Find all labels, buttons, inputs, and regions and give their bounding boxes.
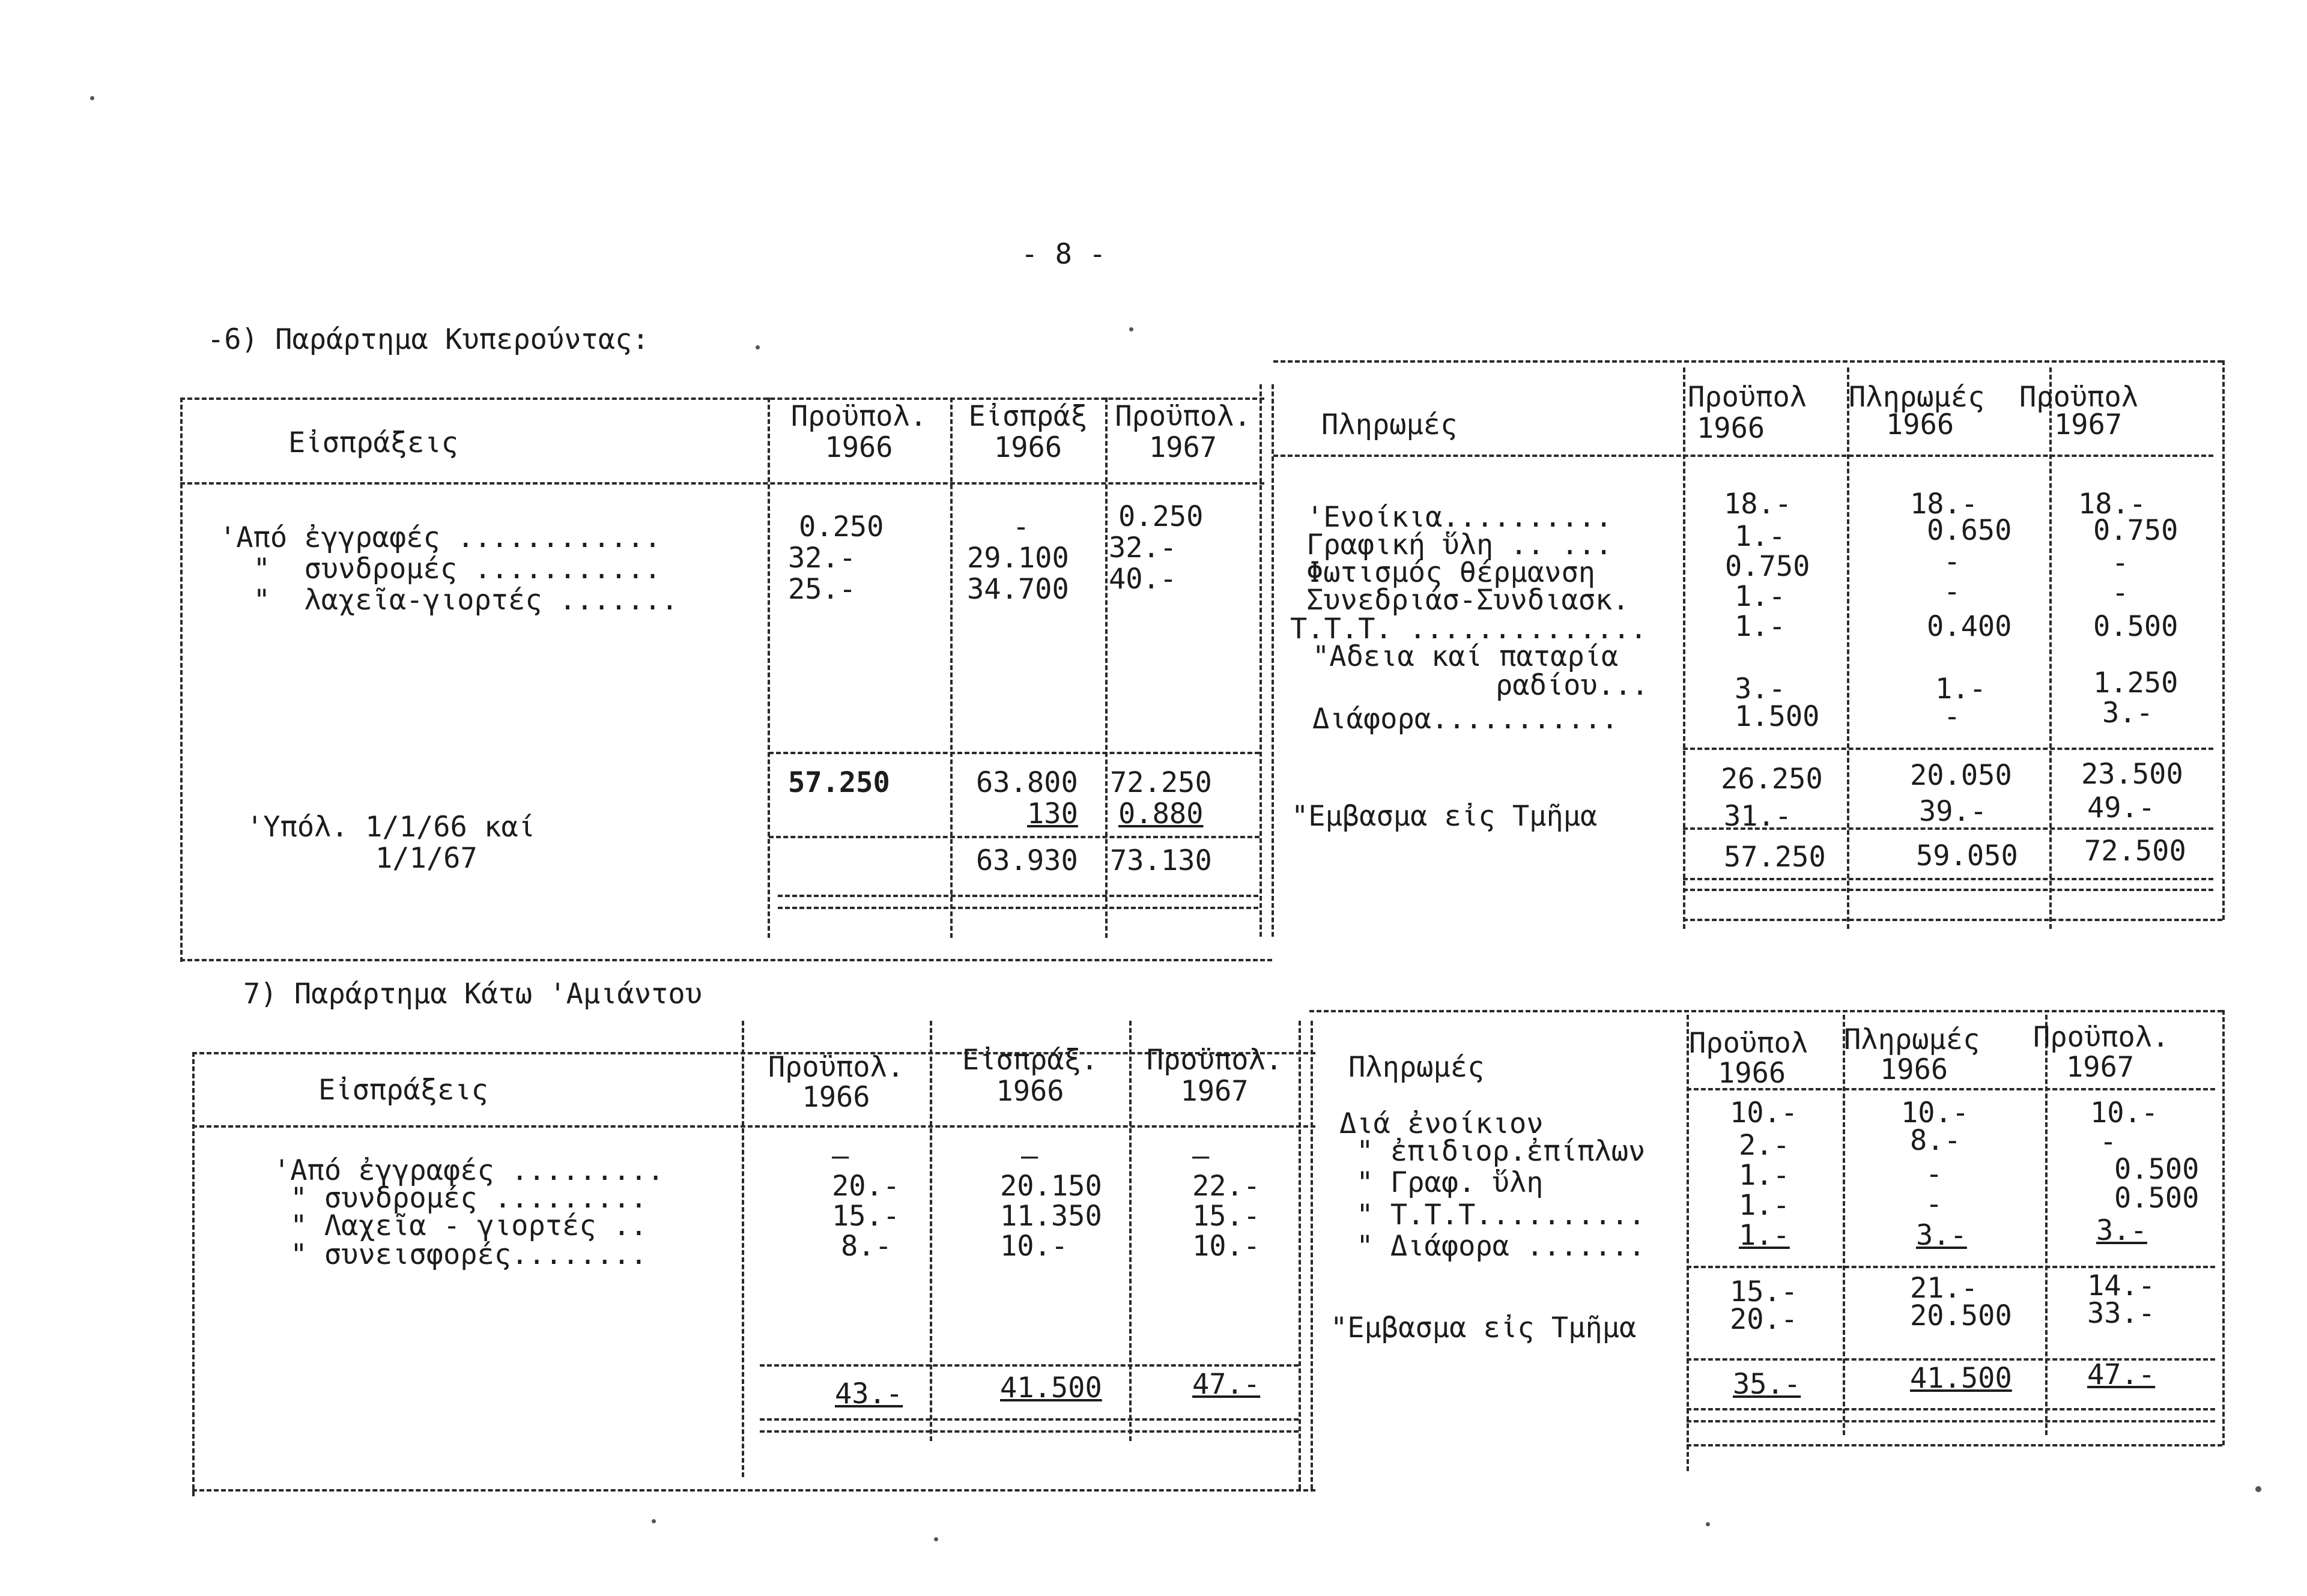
s7-receipt-cell: 8.- xyxy=(841,1230,892,1263)
s7-receipt-row-label: 'Από ἐγγραφές ......... xyxy=(273,1154,664,1187)
s7-col-budget-1966-l1: Προϋπολ. xyxy=(768,1051,905,1084)
page-number: - 8 - xyxy=(1021,238,1106,271)
s7-receipts-total-rule xyxy=(760,1364,1299,1367)
s7-payment-cell: 0.500 xyxy=(2114,1153,2199,1186)
s6-payment-cell: - xyxy=(2111,576,2129,609)
s7-payment-row-label: Διά ἐνοίκιον xyxy=(1339,1107,1544,1140)
s6-receipts-top-border xyxy=(180,397,1264,400)
s7-pay-col-budget-1966-l2: 1966 xyxy=(1718,1057,1786,1090)
s6-payments-top-border xyxy=(1273,360,2222,363)
s6-payment-cell: 18.- xyxy=(1910,488,1978,521)
s7-center-divider-b xyxy=(1311,1021,1313,1489)
s7-receipts-header-rule xyxy=(192,1125,1315,1128)
s7-bottom-border xyxy=(192,1489,1315,1492)
s6-payment-row-label: Τ.Τ.Τ. .............. xyxy=(1290,612,1648,645)
s7-payments-subtotal: 14.- xyxy=(2087,1269,2156,1302)
section-6-title-text: -6) Παράρτημα Κυπερούντας: xyxy=(207,323,649,356)
s6-receipt-cell: 34.700 xyxy=(967,573,1069,606)
s6-receipts-total-rule xyxy=(769,836,1260,838)
s7-receipts-total: 47.- xyxy=(1192,1368,1261,1401)
scan-speck xyxy=(652,1519,656,1523)
s7-receipt-cell: — xyxy=(832,1140,849,1173)
s7-payments-header-rule xyxy=(1687,1088,2215,1090)
s7-payment-row-label: " Τ.Τ.Τ.......... xyxy=(1339,1199,1646,1232)
s6-col-receipts-1966-l1: Εἰσπράξ xyxy=(968,400,1088,433)
s7-payments-double-rule-2 xyxy=(1687,1420,2215,1422)
s6-pay-col-divider-3 xyxy=(2049,367,2052,929)
s7-receipt-row-label: " Λαχεῖα - γιορτές .. xyxy=(273,1209,647,1242)
s6-payment-cell: - xyxy=(2111,546,2129,579)
s6-payments-double-rule-2 xyxy=(1683,889,2213,891)
s7-pay-bottom-border xyxy=(1687,1444,2222,1446)
s7-payments-double-rule-1 xyxy=(1687,1408,2215,1410)
s7-pay-col-budget-1967-l1: Προϋπολ. xyxy=(2033,1021,2169,1054)
s6-payment-cell: 3.- xyxy=(1735,673,1786,706)
s6-payment-cell: 1.- xyxy=(1935,673,1986,706)
s7-col-receipts-1966-l1: Εἰσπράξ. xyxy=(962,1044,1099,1077)
s6-center-divider-a xyxy=(1260,384,1262,937)
s6-payment-cell: - xyxy=(1943,575,1961,608)
s6-center-divider-b xyxy=(1272,384,1274,937)
s6-payments-double-rule-1 xyxy=(1683,878,2213,880)
s7-payment-cell: 1.- xyxy=(1739,1219,1790,1252)
s6-receipt-cell: 25.- xyxy=(788,573,856,606)
s7-col-budget-1966-l2: 1966 xyxy=(802,1081,870,1114)
s6-receipt-row-label: " λαχεῖα-γιορτές ....... xyxy=(219,584,679,617)
s6-payments-subtotal-rule xyxy=(1683,748,2213,750)
s6-col-divider-1 xyxy=(768,397,770,938)
s7-payment-cell: 10.- xyxy=(1730,1096,1798,1129)
scan-speck xyxy=(934,1537,938,1541)
s7-payments-top-border xyxy=(1309,1010,2222,1012)
s7-payment-cell: 1.- xyxy=(1739,1159,1790,1192)
s6-payment-cell: 0.650 xyxy=(1927,514,2012,547)
s6-receipt-cell: 29.100 xyxy=(967,542,1069,575)
s6-payment-cell: 1.250 xyxy=(2093,667,2178,700)
s7-receipt-cell: 10.- xyxy=(1000,1230,1069,1263)
s7-payment-cell: 1.- xyxy=(1739,1189,1790,1222)
s7-payment-cell: 10.- xyxy=(1901,1096,1969,1129)
s6-pay-col-payments-1966-l1: Πληρωμές xyxy=(1849,381,1985,414)
s7-payments-total: 47.- xyxy=(2087,1358,2156,1391)
s7-remittance-label: "Εμβασμα εἰς Τμῆμα xyxy=(1330,1311,1637,1344)
s7-payment-cell: 3.- xyxy=(1916,1219,1967,1252)
s6-left-border xyxy=(180,397,183,962)
s6-payment-row-label: Διάφορα........... xyxy=(1312,703,1619,736)
s7-pay-col-budget-1966-l1: Προϋπολ xyxy=(1689,1027,1808,1060)
s7-right-border xyxy=(2222,1010,2225,1445)
s7-receipt-cell: — xyxy=(1192,1140,1210,1173)
s7-center-divider-a xyxy=(1299,1021,1301,1489)
s7-payments-subtotal: 21.- xyxy=(1910,1272,1978,1305)
s7-payment-row-label: " Διάφορα ....... xyxy=(1339,1230,1646,1263)
s6-payment-cell: 1.- xyxy=(1735,520,1786,553)
s7-pay-col-payments-1966-l1: Πληρωμές xyxy=(1844,1023,1980,1056)
s7-col-budget-1967-l1: Προϋπολ. xyxy=(1146,1044,1283,1077)
s6-payment-row-label: "Αδεια καί παταρία xyxy=(1312,640,1619,673)
s7-receipts-total: 41.500 xyxy=(1000,1371,1102,1404)
s6-payments-header: Πληρωμές xyxy=(1321,408,1458,441)
s6-payment-cell: 0.750 xyxy=(1725,550,1810,583)
s7-receipt-cell: 15.- xyxy=(832,1200,900,1233)
s7-left-border xyxy=(192,1052,195,1496)
s6-balance-label: 'Υπόλ. 1/1/66 καί xyxy=(246,811,536,844)
s6-receipts-total: 73.130 xyxy=(1110,844,1212,877)
s7-pay-col-budget-1967-l2: 1967 xyxy=(2066,1051,2135,1084)
s6-receipts-subtotal: 63.800 xyxy=(976,766,1078,799)
s6-remittance-value: 49.- xyxy=(2087,791,2156,824)
s7-receipt-cell: — xyxy=(1021,1140,1038,1173)
section-6-title xyxy=(207,324,649,355)
s7-pay-col-divider-3 xyxy=(2045,1015,2048,1435)
s7-remittance-value: 33.- xyxy=(2087,1297,2156,1330)
s7-payments-subtotal-rule xyxy=(1687,1266,2215,1268)
s6-receipt-cell: - xyxy=(1012,510,1030,543)
s6-payments-total-rule xyxy=(1683,827,2213,830)
s7-payment-cell: - xyxy=(1925,1188,1943,1221)
s6-receipts-subtotal: 57.250 xyxy=(788,766,890,799)
s6-payment-cell: 0.500 xyxy=(2093,610,2178,643)
s6-payment-row-label: Συνεδριάσ-Συνδιασκ. xyxy=(1306,584,1629,617)
s7-payment-cell: 0.500 xyxy=(2114,1182,2199,1215)
s6-receipt-cell: 40.- xyxy=(1109,563,1177,596)
s7-receipts-total: 43.- xyxy=(835,1377,903,1410)
s6-payment-cell: 1.- xyxy=(1735,580,1786,613)
s7-receipt-cell: 11.350 xyxy=(1000,1200,1102,1233)
s6-payments-header-rule xyxy=(1273,455,2213,457)
s7-payment-row-label: " Γραφ. ὕλη xyxy=(1339,1166,1544,1199)
s6-payments-total: 57.250 xyxy=(1724,841,1826,874)
s6-payment-cell: - xyxy=(1943,700,1961,733)
s6-pay-col-budget-1966-l1: Προϋπολ xyxy=(1688,381,1807,414)
s7-pay-col-payments-1966-l2: 1966 xyxy=(1880,1053,1948,1086)
s6-receipt-cell: 0.250 xyxy=(799,510,884,543)
s7-payment-cell: 3.- xyxy=(2096,1214,2147,1247)
s7-pay-col-divider-2 xyxy=(1843,1015,1845,1435)
s6-receipts-subtotal-rule xyxy=(769,752,1260,754)
s6-col-budget-1967-l2: 1967 xyxy=(1148,431,1217,464)
s6-balance-value: 0.880 xyxy=(1118,797,1204,830)
s7-receipt-cell: 22.- xyxy=(1192,1170,1261,1203)
s6-balance-label: 1/1/67 xyxy=(375,842,477,875)
s6-payment-cell: 0.750 xyxy=(2093,514,2178,547)
s6-payment-cell: 18.- xyxy=(1724,488,1792,521)
s7-remittance-value: 20.500 xyxy=(1910,1299,2012,1332)
s6-pay-col-divider-1 xyxy=(1683,367,1685,929)
scan-speck xyxy=(2255,1486,2261,1492)
s6-bottom-border xyxy=(180,959,1272,961)
s7-payment-cell: - xyxy=(1925,1158,1943,1191)
s7-payment-cell: - xyxy=(2099,1125,2117,1158)
s6-payment-cell: 0.400 xyxy=(1927,610,2012,643)
s6-right-border xyxy=(2222,360,2225,920)
s7-payment-cell: 10.- xyxy=(2090,1096,2159,1129)
s6-receipts-header: Εἰσπράξεις xyxy=(288,426,458,459)
s7-remittance-value: 20.- xyxy=(1730,1303,1798,1336)
s6-payments-subtotal: 23.500 xyxy=(2081,758,2183,791)
s6-payments-subtotal: 20.050 xyxy=(1910,759,2012,792)
s6-payment-cell: 18.- xyxy=(2078,488,2147,521)
s6-payment-row-label: Γραφική ὕλη .. ... xyxy=(1306,528,1613,561)
s6-receipts-total: 63.930 xyxy=(976,844,1078,877)
s6-payments-total: 72.500 xyxy=(2084,835,2186,868)
s6-col-divider-2 xyxy=(950,397,953,938)
s6-payment-row-label: 'Ενοίκια.......... xyxy=(1306,501,1613,534)
s6-receipt-cell: 32.- xyxy=(788,542,856,575)
s7-receipt-cell: 20.150 xyxy=(1000,1170,1102,1203)
s6-balance-value: 130 xyxy=(1027,797,1078,830)
s6-payments-subtotal: 26.250 xyxy=(1721,763,1823,796)
s6-pay-col-payments-1966-l2: 1966 xyxy=(1886,408,1954,441)
s7-receipt-row-label: " συνδρομές ......... xyxy=(273,1182,647,1215)
s6-remittance-value: 39.- xyxy=(1919,795,1987,828)
s7-payments-total: 35.- xyxy=(1733,1368,1801,1401)
s7-receipts-header: Εἰσπράξεις xyxy=(318,1074,488,1107)
scan-speck xyxy=(1706,1522,1710,1526)
s6-payment-cell: 1.500 xyxy=(1735,700,1820,733)
s6-payment-cell: - xyxy=(1943,545,1961,578)
s6-payment-row-label: ραδίου... xyxy=(1496,669,1649,702)
s6-receipt-cell: 32.- xyxy=(1109,531,1177,564)
section-7-title: 7) Παράρτημα Κάτω 'Αμιάντου xyxy=(243,978,703,1011)
s6-payment-cell: 1.- xyxy=(1735,610,1786,643)
s7-payments-subtotal: 15.- xyxy=(1730,1275,1798,1308)
s7-col-receipts-1966-l2: 1966 xyxy=(996,1075,1064,1108)
s6-col-receipts-1966-l2: 1966 xyxy=(993,431,1063,464)
s6-pay-col-budget-1967-l1: Προϋπολ xyxy=(2019,381,2139,414)
s6-payment-row-label: Φωτισμός θέρμανση xyxy=(1306,556,1596,589)
s7-receipts-double-rule-1 xyxy=(760,1418,1299,1421)
s7-payment-cell: 8.- xyxy=(1910,1124,1961,1157)
s7-receipt-cell: 20.- xyxy=(832,1170,900,1203)
s7-payments-header: Πληρωμές xyxy=(1348,1051,1485,1084)
s6-col-divider-3 xyxy=(1105,397,1108,938)
s6-pay-col-budget-1966-l2: 1966 xyxy=(1697,412,1765,445)
s6-col-budget-1966-l1: Προϋπολ. xyxy=(790,400,927,433)
s7-receipts-double-rule-2 xyxy=(760,1430,1299,1433)
s6-receipt-row-label: 'Από ἐγγραφές ............ xyxy=(219,521,661,554)
scan-speck xyxy=(90,96,94,100)
s6-pay-col-budget-1967-l2: 1967 xyxy=(2054,408,2123,441)
s7-receipt-cell: 15.- xyxy=(1192,1200,1261,1233)
scan-speck xyxy=(1129,327,1133,331)
s7-receipt-cell: 10.- xyxy=(1192,1230,1261,1263)
s7-payments-total: 41.500 xyxy=(1910,1362,2012,1395)
s6-col-budget-1966-l2: 1966 xyxy=(825,431,893,464)
s6-receipts-subtotal: 72.250 xyxy=(1110,766,1212,799)
s6-receipt-row-label: " συνδρομές ........... xyxy=(219,552,661,585)
s6-pay-bottom-border xyxy=(1683,919,2222,921)
s7-payment-cell: 2.- xyxy=(1739,1129,1790,1162)
s6-remittance-value: 31.- xyxy=(1724,800,1792,833)
s6-payment-cell: 3.- xyxy=(2102,697,2153,730)
s7-col-budget-1967-l2: 1967 xyxy=(1180,1075,1249,1108)
s7-pay-col-divider-1 xyxy=(1687,1015,1689,1471)
s6-pay-col-divider-2 xyxy=(1847,367,1849,929)
s6-payments-total: 59.050 xyxy=(1916,839,2018,872)
s6-receipts-header-rule xyxy=(180,482,1264,485)
s6-receipts-double-rule-2 xyxy=(778,907,1258,909)
s7-payment-row-label: " ἐπιδιορ.ἐπίπλων xyxy=(1339,1135,1646,1168)
s6-remittance-label: "Εμβασμα εἰς Τμῆμα xyxy=(1291,800,1598,833)
s7-receipt-row-label: " συνεισφορές........ xyxy=(273,1238,647,1271)
s6-receipts-double-rule-1 xyxy=(778,895,1258,897)
s6-col-budget-1967-l1: Προϋπολ. xyxy=(1115,400,1251,433)
s6-receipt-cell: 0.250 xyxy=(1118,500,1204,533)
scan-speck xyxy=(756,345,760,349)
